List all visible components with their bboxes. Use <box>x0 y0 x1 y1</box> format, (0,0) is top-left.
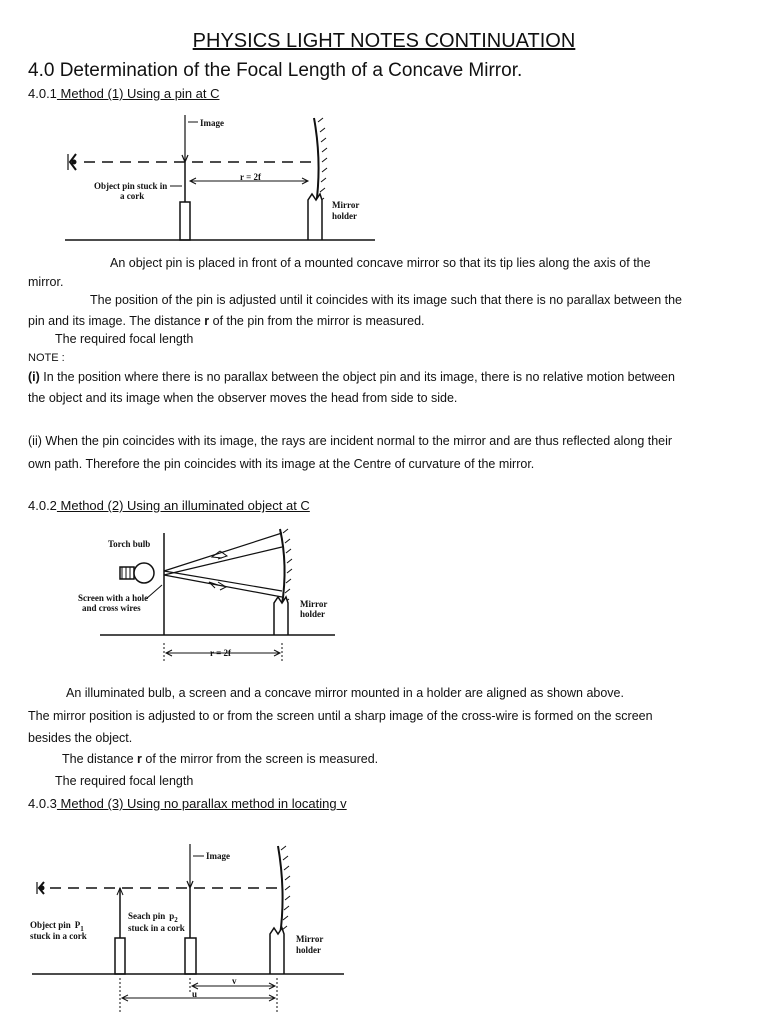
m2-para3 <box>62 752 378 766</box>
method1-number: 4.0.1 <box>28 86 57 101</box>
fig2-holder-label-2: holder <box>300 609 326 619</box>
fig3-search-label-2: stuck in a cork <box>128 923 185 933</box>
note1-text: In the position where there is no parallax between the object pin and its image, there is no relative motion between <box>39 370 675 384</box>
cork-p2 <box>185 938 196 974</box>
method3-number: 4.0.3 <box>28 796 57 811</box>
fig3-holder-label-1: Mirror <box>296 934 324 944</box>
method2-heading <box>28 498 310 513</box>
fig1-image-label: Image <box>200 118 224 128</box>
note1-line2: the object and its image when the observer moves the head from side to side. <box>28 391 458 405</box>
cork-p1 <box>115 938 125 974</box>
m1-para2-text-a: pin and its image. The distance <box>28 314 205 328</box>
m2-para3-text-a: The distance <box>62 752 138 766</box>
method2-number: 4.0.2 <box>28 498 57 513</box>
fig2-distance-label: r = 2f <box>210 648 231 658</box>
eye-icon <box>37 882 45 894</box>
m1-para1-line2: mirror. <box>28 275 64 289</box>
eye-icon <box>68 154 77 170</box>
concave-mirror <box>278 846 283 936</box>
concave-mirror <box>280 529 285 605</box>
m1-para2-line1: The position of the pin is adjusted until it coincides with its image such that there is no parallax between the <box>90 293 683 307</box>
note1-marker: (i) <box>28 370 40 384</box>
m2-para3-r: r <box>137 752 142 766</box>
fig3-u-label: u <box>192 989 198 999</box>
method2-label: Method (2) Using an illuminated object at C <box>56 498 310 513</box>
page-title: PHYSICS LIGHT NOTES CONTINUATION <box>192 30 576 52</box>
torch-bulb-icon <box>120 563 154 583</box>
note2-line1: (ii) When the pin coincides with its image, the rays are incident normal to the mirror and are thus reflected along their <box>28 434 673 448</box>
fig3-obj-label-1: Object pin $P_1$ <box>30 920 84 933</box>
m2-para2-line2: besides the object. <box>28 731 133 745</box>
fig2-holder-label-1: Mirror <box>300 599 328 609</box>
note1-line1 <box>28 370 675 384</box>
mirror-holder <box>274 597 288 635</box>
figure-method2 <box>70 525 340 665</box>
fig2-screen-label-2: and cross wires <box>82 603 141 613</box>
m1-para2-r: r <box>204 314 210 328</box>
fig1-pin-label-1: Object pin stuck in <box>94 181 168 191</box>
fig3-v-label: v <box>232 976 237 986</box>
fig3-image-label: Image <box>206 851 230 861</box>
figure-method3 <box>28 842 348 1014</box>
note2-line2: own path. Therefore the pin coincides with its image at the Centre of curvature of the mirror. <box>28 457 535 471</box>
fig3-search-label-1: Seach pin $p_2$ <box>128 911 178 924</box>
m1-para3: The required focal length <box>55 332 194 346</box>
note-label: NOTE : <box>28 352 65 364</box>
m1-para2-text-b: of the pin from the mirror is measured. <box>209 314 425 328</box>
cork <box>180 202 190 240</box>
mirror-holder <box>308 194 322 240</box>
m2-para1: An illuminated bulb, a screen and a concave mirror mounted in a holder are aligned as shown above. <box>66 686 624 700</box>
m1-para1-line1: An object pin is placed in front of a mounted concave mirror so that its tip lies along the axis of the <box>110 256 651 270</box>
mirror-holder <box>270 928 284 974</box>
fig2-screen-label-1: Screen with a hole <box>78 593 149 603</box>
fig3-obj-label-2: stuck in a cork <box>30 931 87 941</box>
light-rays <box>164 533 282 597</box>
fig1-holder-label-2: holder <box>332 211 358 221</box>
fig1-pin-label-2: a cork <box>120 191 145 201</box>
fig3-holder-label-2: holder <box>296 945 322 955</box>
concave-mirror <box>314 118 319 206</box>
fig2-bulb-label: Torch bulb <box>108 539 151 549</box>
section-heading: 4.0 Determination of the Focal Length of a Concave Mirror. <box>28 60 523 81</box>
figure-method1 <box>60 110 380 245</box>
method3-heading <box>28 796 347 811</box>
method1-heading <box>28 86 220 101</box>
fig1-distance-label: r = 2f <box>240 172 261 182</box>
method3-label: Method (3) Using no parallax method in locating v <box>56 796 347 811</box>
method1-label: Method (1) Using a pin at C <box>56 86 220 101</box>
m2-para4: The required focal length <box>55 774 194 788</box>
fig1-holder-label-1: Mirror <box>332 200 360 210</box>
m2-para3-text-b: of the mirror from the screen is measured. <box>141 752 379 766</box>
m1-para2-line2 <box>28 314 425 328</box>
m2-para2-line1: The mirror position is adjusted to or from the screen until a sharp image of the cross-wire is formed on the screen <box>28 709 653 723</box>
